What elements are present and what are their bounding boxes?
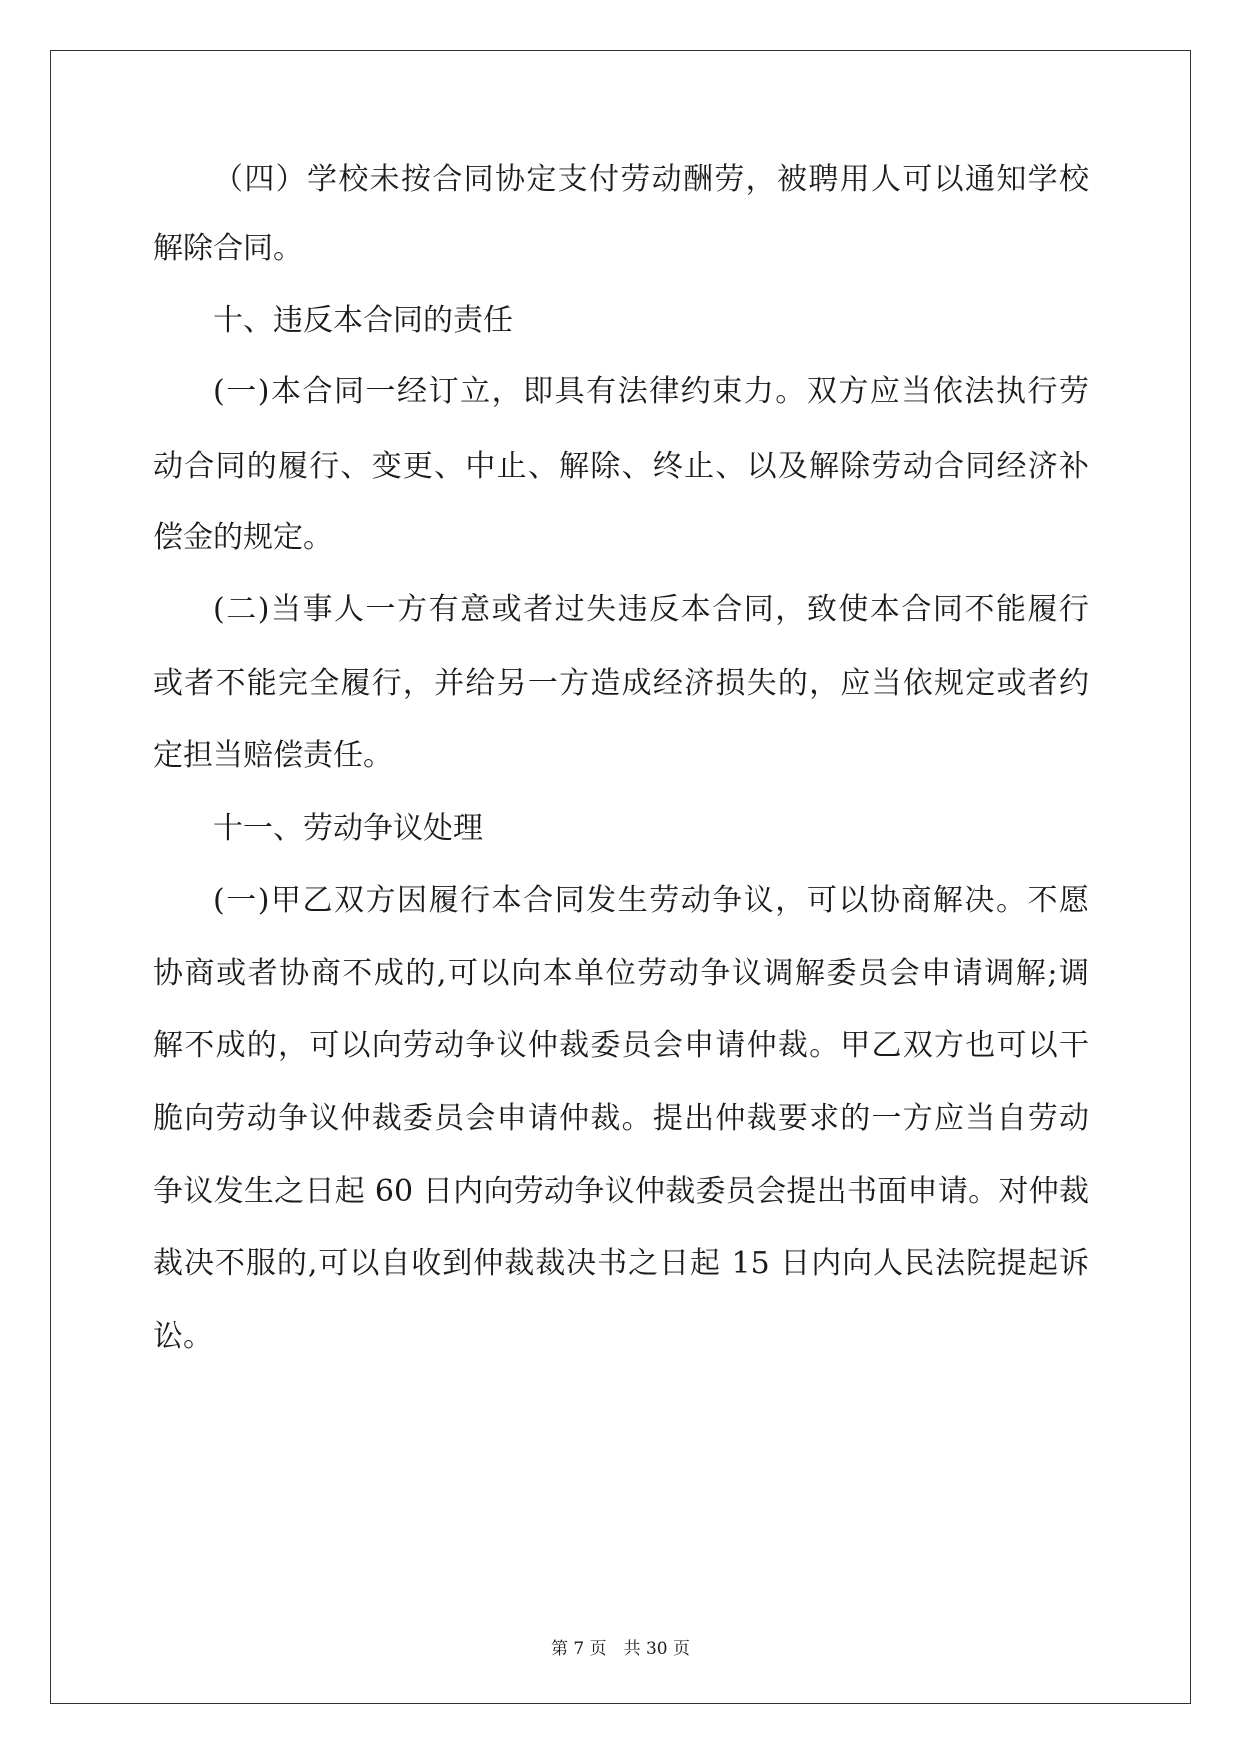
paragraph-line: （四）学校未按合同协定支付劳动酬劳，被聘用人可以通知学校 xyxy=(213,162,1089,197)
paragraph-line: 或者不能完全履行，并给另一方造成经济损失的，应当依规定或者约 xyxy=(153,666,1089,701)
paragraph-line: 脆向劳动争议仲裁委员会申请仲裁。提出仲裁要求的一方应当自劳动 xyxy=(153,1101,1089,1136)
page-border xyxy=(50,50,1191,1704)
paragraph-line: 协商或者协商不成的,可以向本单位劳动争议调解委员会申请调解;调 xyxy=(153,956,1089,991)
page-number-footer: 第 7 页 共 30 页 xyxy=(550,1639,691,1659)
section-heading: 十、违反本合同的责任 xyxy=(213,303,513,338)
paragraph-line: 偿金的规定。 xyxy=(153,520,333,555)
paragraph-line: 定担当赔偿责任。 xyxy=(153,738,393,773)
paragraph-line: (二)当事人一方有意或者过失违反本合同，致使本合同不能履行 xyxy=(213,592,1089,627)
section-heading: 十一、劳动争议处理 xyxy=(213,811,483,846)
paragraph-line: (一)本合同一经订立，即具有法律约束力。双方应当依法执行劳 xyxy=(213,374,1089,409)
paragraph-line: 解不成的，可以向劳动争议仲裁委员会申请仲裁。甲乙双方也可以干 xyxy=(153,1028,1089,1063)
paragraph-line: 争议发生之日起 60 日内向劳动争议仲裁委员会提出书面申请。对仲裁 xyxy=(153,1174,1089,1209)
paragraph-line: 裁决不服的,可以自收到仲裁裁决书之日起 15 日内向人民法院提起诉 xyxy=(153,1246,1089,1281)
paragraph-line: 解除合同。 xyxy=(153,231,303,266)
paragraph-line: 讼。 xyxy=(153,1319,213,1354)
paragraph-line: 动合同的履行、变更、中止、解除、终止、以及解除劳动合同经济补 xyxy=(153,449,1089,484)
paragraph-line: (一)甲乙双方因履行本合同发生劳动争议，可以协商解决。不愿 xyxy=(213,883,1089,918)
